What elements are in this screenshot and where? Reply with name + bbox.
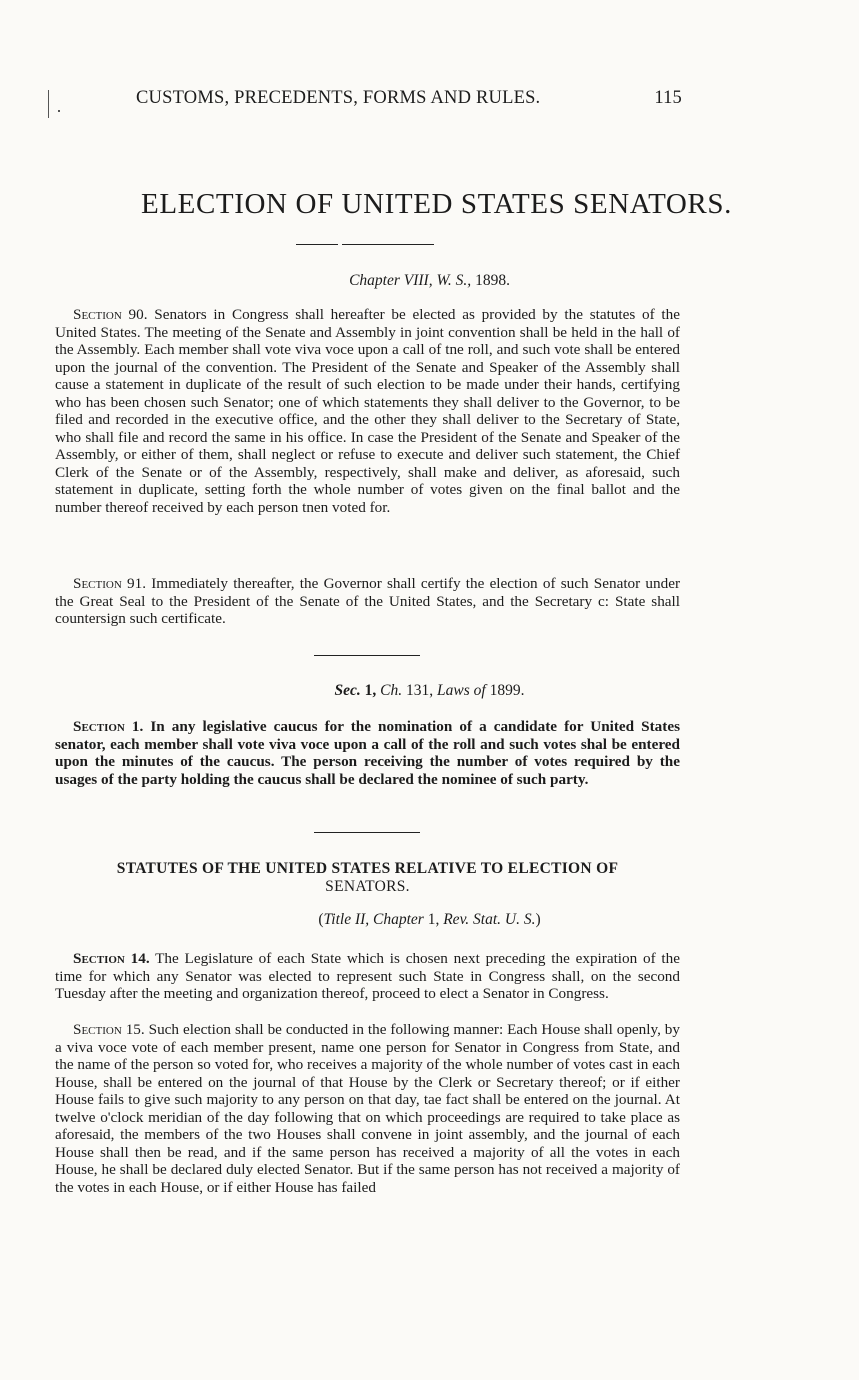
section-14-label: Section 14. — [73, 950, 150, 967]
statutes-heading-line1: STATUTES OF THE UNITED STATES RELATIVE TO ELECTION OF — [116, 860, 619, 877]
section-15-label: Section 15. — [73, 1021, 145, 1038]
citation-year: 1898. — [475, 272, 510, 289]
statutes-heading — [55, 860, 680, 896]
section-91-text: Immediately thereafter, the Governor shall certify the election of such Senator under the Great Seal to the President of the Senate of the United States, and the Secretary c: State shall countersign such certificate. — [55, 575, 681, 628]
citation-1898 — [0, 272, 859, 290]
section-90-text: Senators in Congress shall hereafter be elected as provided by the statutes of the United States. The meeting of the Senate and Assembly in joint convention shall be held in the hall of the Assembly. Each member shall vote viva voce upon a call of tne roll, and such vote shall be entered upon the journal of the convention. The President of the Senate and Speaker of the Assembly shall cause a statement in duplicate of the result of such election to be made under their hands, certifying who has been chosen such Senator; one of which statements they shall deliver to the Governor, to be filed and recorded in the executive office, and the other they shall deliver to the Secretary of State, who shall file and record the same in his office. In case the President of the Senate and Speaker of the Assembly, or either of them, shall neglect or refuse to execute and deliver such statement, the Chief Clerk of the Senate or of the Assembly, respectively, shall make and deliver, as aforesaid, such statement in duplicate, setting forth the whole number of votes given on the final ballot and the number thereof received by each person tnen voted for. — [55, 306, 680, 517]
citation-ch: Ch. — [380, 682, 403, 699]
section-15-text: Such election shall be conducted in the following manner: Each House shall openly, by a viva voce vote of each member present, name one person for Senator in Congress from State, and the name of the person so voted for, who receives a majority of the whole number of votes cast in each House, shall be entered on the journal of that House by the Clerk or Secretary thereof; or if either House fails to give such majority to any person on that day, tae fact shall be entered on the journal. At twelve o'clock meridian of the day following that on which proceedings are required to take place as aforesaid, the members of the two Houses shall convene in joint assembly, and the journal of each House shall then be read, and if the same person has received a majority of all the votes in each House, he shall be declared duly elected Senator. But if the same person has not received a majority of the votes in each House, or if either House has failed — [55, 1021, 680, 1196]
section-rule-2 — [314, 832, 420, 833]
citation-rev-stat — [0, 911, 859, 929]
running-title: CUSTOMS, PRECEDENTS, FORMS AND RULES. — [136, 88, 541, 108]
citation-laws: Laws of — [437, 682, 486, 699]
citation-title-chapter: Title II, Chapter — [323, 911, 424, 928]
section-14-text: The Legislature of each State which is chosen next preceding the expiration of the time for which any Senator was elected to represent such State in Congress shall, on the second Tuesday after the meeting and organization thereof, proceed to elect a Senator in Congress. — [55, 950, 680, 1003]
citation-1899 — [0, 682, 859, 700]
section-14-paragraph — [55, 950, 680, 1003]
citation-rev-stat-text: Rev. Stat. U. S. — [443, 911, 536, 928]
citation-chapter-num: 1, — [427, 911, 440, 928]
section-91-label: Section 91. — [73, 575, 146, 592]
citation-ch-num: 131, — [406, 682, 434, 699]
page-title: ELECTION OF UNITED STATES SENATORS. — [141, 188, 732, 220]
margin-dot — [58, 110, 60, 112]
citation-chapter: Chapter VIII, W. S., — [349, 272, 472, 289]
section-90-label: Section 90. — [73, 306, 148, 323]
page-number: 115 — [654, 88, 682, 108]
section-15-paragraph — [55, 1021, 680, 1196]
section-91-paragraph — [55, 575, 680, 628]
citation-open-paren: ( — [318, 911, 324, 928]
section-90-paragraph — [55, 306, 680, 517]
citation-sec-num: 1, — [364, 682, 377, 699]
section-rule-1 — [314, 655, 420, 656]
section-1-paragraph — [55, 718, 680, 788]
citation-sec: Sec. — [334, 682, 361, 699]
section-1-label: Section 1. — [73, 718, 144, 735]
section-1-text: In any legislative caucus for the nomination of a candidate for United States senator, each member shall vote viva voce upon a call of the roll and such votes shal be entered upon the minutes of the caucus. The person receiving the number of votes required by the usages of the party holding the caucus shall be declared the nominee of such party. — [55, 718, 680, 788]
margin-mark — [48, 90, 51, 118]
citation-laws-year: 1899. — [489, 682, 525, 699]
citation-close-paren: ) — [535, 911, 541, 928]
statutes-heading-line2: SENATORS. — [325, 878, 410, 895]
